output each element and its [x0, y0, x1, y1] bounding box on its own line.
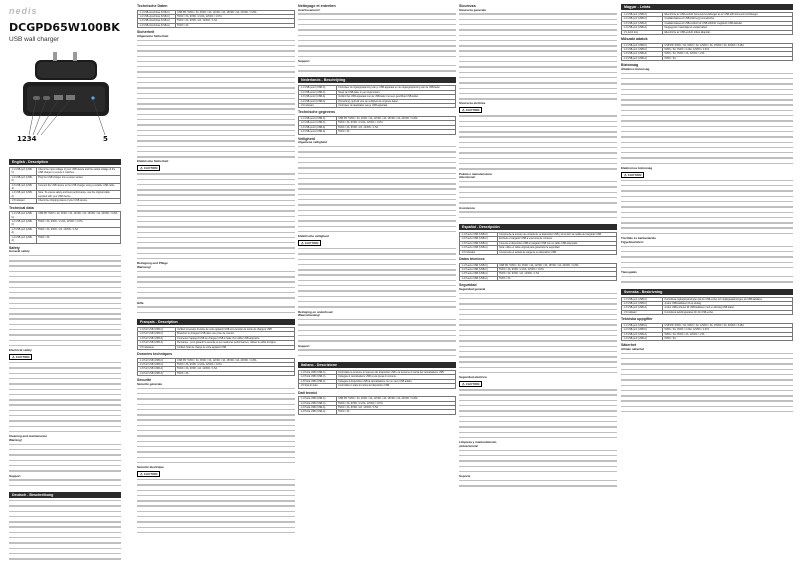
table-cell: 1.2 Porta USB (USB-C)	[299, 375, 337, 379]
table-row	[10, 175, 121, 183]
table-cell: USB PD: 5VDC / 3A, 9VDC / 3A, 12VDC / 3A, 15VDC / 3A, 20VDC / 3.25A	[497, 263, 616, 267]
table-cell: 5VDC / 3A, 9VDC / 2.22A, 12VDC / 1.67A	[497, 268, 616, 272]
table-cell: 1.2 Puerto USB (USB-C)	[460, 268, 498, 272]
heading-algemene-veiligheid: Algemene veiligheid	[298, 140, 328, 145]
body-text-electrical	[9, 362, 121, 435]
table-cell: Collegare il caricabatterie USB a una presa di corrente.	[336, 375, 455, 379]
table-row	[138, 345, 295, 349]
body-text-safety	[9, 255, 121, 349]
table-cell: 1.5 Indicator	[299, 104, 337, 108]
french-tech-table	[137, 358, 295, 377]
table-cell: 5VDC / 3A, 9VDC / 2.22A, 12VDC / 1.67A	[336, 401, 455, 405]
warning-label: Warning!	[9, 437, 22, 442]
german-tech-table	[137, 10, 295, 29]
table-cell: 1.1 USB port (USB-C)	[10, 212, 37, 220]
table-row	[299, 130, 456, 134]
body-text-reiniging	[298, 319, 456, 344]
table-row	[299, 104, 456, 108]
section-title-german: Deutsch - Beschreibung	[9, 492, 121, 498]
warning-triangle-icon: ⚠	[462, 108, 465, 113]
hungarian-parts-table	[621, 12, 793, 35]
table-cell: USB PD: 5VDC / 3A, 9VDC / 3A, 12VDC / 3A, 15VDC / 3A, 20VDC / 3.25A	[175, 10, 294, 14]
caution-text: CAUTION	[143, 471, 158, 476]
caution-label	[137, 471, 160, 477]
heading-electrical-safety: Electrical safety	[9, 348, 32, 353]
warning-triangle-icon: ⚠	[301, 240, 304, 245]
heading-support-fr: Support	[298, 59, 310, 64]
caution-label	[459, 381, 482, 387]
table-cell: 1.2 USB-poort (USB-C)	[299, 90, 337, 94]
table-cell: Check the charging status of your USB device.	[36, 199, 120, 203]
table-cell: 1.4 USB port (USB-A)	[10, 191, 37, 199]
figure-callout-1234: 1234	[17, 135, 37, 143]
english-tech-table	[9, 211, 121, 243]
body-text-sakerhet	[621, 353, 793, 416]
table-cell: 1.4 USB port (USB-A)	[10, 235, 37, 243]
heading-tekniska-uppgifter: Tekniska uppgifter	[621, 317, 653, 322]
spanish-tech-table	[459, 263, 617, 282]
table-row	[10, 220, 121, 228]
table-row	[299, 370, 456, 374]
table-cell: Ellenőrizze az USB-eszköz bemeneti feszültségét és az USB-töltő kimeneti feszültségét.	[663, 13, 793, 17]
table-cell: 1.4 USB-port (USB-A)	[622, 56, 663, 60]
table-row	[10, 191, 121, 199]
table-row	[138, 328, 295, 332]
italian-tech-table	[298, 396, 456, 415]
body-text-elektromos	[621, 180, 793, 237]
body-text-nettoyage	[298, 13, 456, 60]
body-text-german-intro	[9, 500, 121, 563]
section-title-spanish: Español - Descripción	[459, 224, 617, 230]
table-cell: 1.4 USB-port (USB-A)	[622, 336, 663, 340]
table-cell: 1.1 Porta USB (USB-C)	[299, 397, 337, 401]
warning-triangle-icon: ⚠	[624, 172, 627, 177]
body-text-support	[9, 479, 121, 489]
table-cell: 1.5 Indicador	[460, 250, 498, 254]
table-cell: 1.3 USB-poort (USB-A)	[299, 125, 337, 129]
body-text-support-fr	[298, 65, 456, 75]
table-cell: 1.2 USB-port (USB-C)	[622, 48, 663, 52]
heading-securite-electrique: Sécurité électrique	[137, 465, 164, 470]
heading-tisztitas: Tisztítás és karbantartás	[621, 236, 656, 241]
table-cell: Plug the USB charger into a power socket.	[36, 175, 120, 183]
body-text-soporte	[459, 480, 617, 490]
table-cell: 1.3 USB-port (USB-A)	[622, 332, 663, 336]
table-cell: 1.2 USB-port (USB-C)	[622, 301, 663, 305]
table-cell: 5VDC / 3A	[663, 336, 793, 340]
heading-datos-tecnicos: Datos técnicos	[459, 257, 485, 261]
table-cell: Controleer de ingangsspanning van je USB-apparaat en de uitgangsspanning van de USB-lader.	[336, 86, 455, 90]
warning-triangle-icon: ⚠	[462, 382, 465, 387]
table-cell: 5VDC / 3A, 9VDC / 2.22A, 12VDC / 1.67A	[663, 48, 793, 52]
table-cell: 1.4 Port USB (USB-A)	[138, 371, 176, 375]
swedish-tech-table	[621, 323, 793, 342]
table-row	[10, 212, 121, 220]
heading-biztonsag: Biztonság	[621, 63, 639, 68]
heading-cleaning: Cleaning and maintenance	[9, 434, 48, 439]
body-text-cleaning	[9, 444, 121, 475]
table-cell: 5VDC / 3A	[336, 130, 455, 134]
table-cell: Connectez l'appareil USB au chargeur USB à l'aide d'un câble USB approprié.	[175, 336, 294, 340]
table-cell: Nota: utilice el cable original para garantizar la seguridad.	[497, 246, 616, 250]
body-text-assistenza	[459, 211, 617, 221]
heading-assistenza: Assistenza	[459, 205, 475, 210]
heading-elektrische-veiligheid: Elektrische veiligheid	[298, 234, 329, 239]
table-cell: 1.1 USB-port (USB-C)	[622, 323, 663, 327]
body-text-reinigung	[137, 271, 295, 302]
body-text-elektrisch-nl	[298, 248, 456, 311]
table-cell: 1.4 Porta USB (USB-A)	[299, 410, 337, 414]
body-text-tamogatas	[621, 276, 793, 286]
table-cell: 5VDC / 3A, 9VDC / 2A, 12VDC / 1.5A	[497, 272, 616, 276]
table-row	[10, 235, 121, 243]
heading-seguridad-electrica: Seguridad eléctrica	[459, 375, 487, 380]
table-cell: 1.1 USB-port (USB-C)	[622, 43, 663, 47]
table-cell: 1.4 Puerto USB (USB-A)	[460, 246, 498, 250]
column-dutch-italian	[298, 0, 456, 567]
product-subtitle: USB wall charger	[9, 36, 60, 43]
column-hungarian-swedish	[621, 0, 793, 567]
table-cell: 1.2 USB-port (USB-C)	[622, 328, 663, 332]
section-title-swedish: Svenska - Beskrivning	[621, 289, 793, 295]
table-cell: Controllare la tensione di ingresso del dispositivo USB e la tensione di uscita del caricabatterie USB.	[336, 370, 455, 374]
warning-triangle-icon: ⚠	[12, 355, 15, 360]
heading-nettoyage: Nettoyage et entretien	[298, 4, 336, 8]
table-cell: Ellenőrizze az USB-eszköz töltési állapotát.	[663, 30, 793, 34]
heading-pulizia: Pulizia e manutenzione	[459, 171, 493, 176]
table-cell: Megjegyzés: használja az eredeti kábelt.	[663, 26, 793, 30]
english-parts-table	[9, 167, 121, 204]
table-cell: 1.3 USB-poort (USB-A)	[299, 95, 337, 99]
body-text-sicurezza	[459, 13, 617, 102]
table-cell: Vérifiez la tension d'entrée de votre appareil USB et la tension de sortie du chargeur USB.	[175, 328, 294, 332]
table-cell: 5VDC / 3A	[36, 235, 120, 243]
table-cell: Steek de USB-lader in een stopcontact.	[336, 90, 455, 94]
french-parts-table	[137, 327, 295, 350]
heading-limpieza: Limpieza y mantenimiento	[459, 440, 497, 445]
heading-seguridad: Seguridad	[459, 283, 477, 288]
column-german-french	[137, 0, 295, 567]
table-cell: 5VDC / 3A, 9VDC / 2.22A, 12VDC / 1.67A	[663, 328, 793, 332]
table-cell: 1.1 USB-poort (USB-C)	[299, 117, 337, 121]
body-text-biztonsag	[621, 73, 793, 167]
body-text-securite	[137, 388, 295, 466]
dutch-parts-table	[298, 85, 456, 108]
body-text-hilfe	[137, 306, 295, 316]
table-cell: 1.4 USB-Anschluss (USB-A)	[138, 23, 176, 27]
table-cell: 1.2 Porta USB (USB-C)	[299, 401, 337, 405]
warning-label: Avertissement !	[298, 7, 321, 12]
table-cell: 1.4 USB-poort (USB-A)	[299, 99, 337, 103]
table-cell: Kontrollera laddningsstatus för din USB-enhet.	[663, 310, 793, 314]
table-cell: 5VDC / 3A	[663, 56, 793, 60]
table-cell: 5VDC / 3A, 9VDC / 2A, 12VDC / 1.5A	[175, 19, 294, 23]
heading-elektrische-sicherheit: Elektrische Sicherheit	[137, 159, 169, 164]
table-cell: 1.4 USB-poort (USB-A)	[299, 130, 337, 134]
hungarian-tech-table	[621, 43, 793, 62]
table-cell: 1.2 USB port (USB-C)	[10, 220, 37, 228]
table-cell: 5VDC / 3A, 9VDC / 2A, 12VDC / 1.5A	[175, 367, 294, 371]
table-row	[299, 86, 456, 90]
model-number: DCGPD65W100BK	[9, 21, 120, 34]
body-text-veiligheid	[298, 146, 456, 235]
table-cell: 1.1 USB port (USB-C)	[10, 168, 37, 176]
table-cell: USB PD: 5VDC / 3A, 9VDC / 3A, 12VDC / 3A, 15VDC / 3A, 20VDC / 3.25A	[175, 358, 294, 362]
table-cell: Controllare lo stato di carica del dispositivo USB.	[336, 384, 455, 388]
table-cell: 1.3 USB-port (USB-A)	[622, 21, 663, 25]
table-cell: 5VDC / 3A, 9VDC / 2.22A, 12VDC / 1.67A	[175, 15, 294, 19]
table-cell: Controleer de laadstatus van je USB-apparaat.	[336, 104, 455, 108]
heading-donnees-techniques: Données techniques	[137, 352, 173, 357]
heading-allgemeine-sicherheit: Allgemeine Sicherheit	[137, 33, 169, 38]
caution-label	[459, 107, 482, 113]
table-cell: USB PD: 5VDC / 3A, 9VDC / 3A, 12VDC / 3A, 15VDC / 3A, 20VDC / 3.25A	[336, 397, 455, 401]
table-cell: 1.5 Jelző fény	[622, 30, 663, 34]
table-cell: Opmerking: gebruik voor de veiligheid de originele kabel.	[336, 99, 455, 103]
table-cell: Anslut USB-laddaren till ett eluttag.	[663, 301, 793, 305]
table-cell: 1.3 Port USB (USB-A)	[138, 367, 176, 371]
table-cell: Connect the USB device to the USB charger using a suitable USB cable.	[36, 183, 120, 191]
table-cell: 5VDC / 3A	[497, 276, 616, 280]
table-row	[460, 250, 617, 254]
table-cell: 1.2 Port USB (USB-C)	[138, 332, 176, 336]
heading-allman-sakerhet: Allmän säkerhet	[621, 346, 645, 351]
table-cell: Branchez le chargeur USB dans une prise de courant.	[175, 332, 294, 336]
table-row	[299, 410, 456, 414]
table-cell: 1.4 Port USB (USB-A)	[138, 341, 176, 345]
table-cell: 1.1 Port USB (USB-C)	[138, 328, 176, 332]
table-cell: Conecte el dispositivo USB al cargador USB con un cable USB adecuado.	[497, 241, 616, 245]
caution-text: CAUTION	[465, 382, 480, 387]
table-cell: 1.1 Port USB (USB-C)	[138, 358, 176, 362]
table-cell: 5VDC / 3A, 9VDC / 2.22A, 12VDC / 1.67A	[175, 363, 294, 367]
table-cell: USB PD: 5VDC / 3A, 9VDC / 3A, 12VDC / 3A, 15VDC / 3A, 20VDC / 3.25A	[36, 212, 120, 220]
body-text-seguridad-electrica	[459, 389, 617, 441]
warning-label: Figyelmeztetés!	[621, 239, 644, 244]
section-title-hungarian: Magyar - Leírás	[621, 4, 793, 10]
table-cell: 1.3 USB-Anschluss (USB-A)	[138, 19, 176, 23]
caution-label	[9, 354, 32, 360]
section-title-french: Français - Description	[137, 319, 295, 325]
table-cell: 1.3 Porta USB (USB-A)	[299, 379, 337, 383]
table-row	[10, 183, 121, 191]
table-cell: Csatlakoztassa az USB-töltőt egy konnektorba.	[663, 17, 793, 21]
table-cell: 1.1 Puerto USB (USB-C)	[460, 232, 498, 236]
table-row	[10, 227, 121, 235]
caution-label	[621, 172, 644, 178]
table-cell: 1.3 USB port (USB-A)	[10, 227, 37, 235]
body-text-support-nl	[298, 349, 456, 359]
table-cell: 1.1 USB-port (USB-C)	[622, 297, 663, 301]
body-text-elettrica	[459, 115, 617, 172]
table-cell: Compruebe la tensión de entrada de su dispositivo USB y la tensión de salida del cargador USB.	[497, 232, 616, 236]
heading-technical-data: Technical data	[9, 205, 34, 210]
table-cell: 1.3 Puerto USB (USB-A)	[460, 241, 498, 245]
caution-text: CAUTION	[143, 166, 158, 171]
table-cell: 1.5 Indikator	[622, 310, 663, 314]
table-cell: 5VDC / 3A	[175, 23, 294, 27]
body-text-limpieza	[459, 450, 617, 475]
table-row	[138, 341, 295, 345]
heading-sicherheit: Sicherheit	[137, 30, 155, 35]
table-cell: 1.3 USB-port (USB-A)	[622, 52, 663, 56]
table-cell: 1.2 USB-poort (USB-C)	[299, 121, 337, 125]
caution-label	[137, 165, 160, 171]
table-cell: 5VDC / 3A, 9VDC / 2A, 12VDC / 1.5A	[336, 406, 455, 410]
heading-reiniging: Reiniging en onderhoud	[298, 309, 333, 314]
table-cell: 1.4 USB-port (USB-A)	[622, 26, 663, 30]
section-title-english: English - Description	[9, 159, 121, 165]
table-cell: 5VDC / 3A, 9VDC / 2A, 12VDC / 1.5A	[663, 52, 793, 56]
table-cell: Vérifiez l'état de charge de votre appareil USB.	[175, 345, 294, 349]
table-cell: 5VDC / 3A, 9VDC / 2.22A, 12VDC / 1.67A	[36, 220, 120, 228]
table-cell: 5VDC / 3A, 9VDC / 2A, 12VDC / 1.5A	[36, 227, 120, 235]
caution-text: CAUTION	[304, 240, 319, 245]
table-cell: Collegare il dispositivo USB al caricabatterie con un cavo USB adatto.	[336, 379, 455, 383]
warning-label: ¡Advertencia!	[459, 443, 479, 448]
table-row	[460, 232, 617, 236]
swedish-parts-table	[621, 297, 793, 316]
table-cell: 1.4 Puerto USB (USB-A)	[460, 276, 498, 280]
table-cell: 1.2 USB-Anschluss (USB-C)	[138, 15, 176, 19]
heading-muszaki-adatok: Műszaki adatok	[621, 37, 648, 42]
heading-sicurezza-generale: Sicurezza generale	[459, 7, 487, 12]
column-english	[9, 156, 121, 567]
table-cell: 5VDC / 3A, 9VDC / 2A, 12VDC / 1.5A	[336, 125, 455, 129]
body-text-pulizia	[459, 181, 617, 206]
caution-label	[298, 240, 321, 246]
heading-dati-tecnici: Dati tecnici	[298, 390, 318, 395]
heading-technische-daten: Technische Daten	[137, 4, 168, 8]
table-cell: 1.1 Puerto USB (USB-C)	[460, 263, 498, 267]
table-cell: Verbind het USB-apparaat met de USB-lader met een geschikte USB-kabel.	[336, 95, 455, 99]
heading-safety: Safety	[9, 245, 20, 250]
table-cell: 1.2 Port USB (USB-C)	[138, 363, 176, 367]
table-cell: USB PD: 5VDC / 3A, 9VDC / 3A, 12VDC / 3A, 15VDC / 3A, 20VDC / 3.25A	[336, 117, 455, 121]
table-row	[138, 23, 295, 27]
table-cell: Csatlakoztassa az USB-eszközt az USB-töltőhöz megfelelő USB-kábellel.	[663, 21, 793, 25]
heading-seguridad-general: Seguridad general	[459, 286, 486, 291]
heading-altalanos-biztonsag: Általános biztonság	[621, 66, 650, 71]
table-row	[299, 384, 456, 388]
figure-callout-5: 5	[103, 135, 108, 143]
table-cell: 1.5 Indicateur	[138, 345, 176, 349]
caution-text: CAUTION	[627, 172, 642, 177]
table-row	[10, 168, 121, 176]
section-title-dutch: Nederlands - Beschrijving	[298, 77, 456, 83]
table-cell: Compruebe el estado de carga de su dispositivo USB.	[497, 250, 616, 254]
heading-tamogatas: Támogatás	[621, 270, 637, 275]
table-row	[138, 371, 295, 375]
heading-reinigung: Reinigung und Pflege	[137, 261, 168, 266]
heading-hilfe: Hilfe	[137, 300, 144, 305]
table-cell: 5VDC / 3A	[175, 371, 294, 375]
heading-technische-gegevens: Technische gegevens	[298, 110, 336, 115]
section-title-italian: Italiano - Descrizione	[298, 362, 456, 368]
warning-triangle-icon: ⚠	[140, 166, 143, 171]
body-text-seguridad	[459, 293, 617, 377]
table-cell: 1.3 USB port (USB-A)	[10, 183, 37, 191]
heading-veiligheid: Veiligheid	[298, 136, 315, 141]
table-cell: 5VDC / 3A	[336, 410, 455, 414]
table-cell: 1.5 Spia di stato	[299, 384, 337, 388]
table-cell: Check the input voltage of your USB device and the output voltage of the USB charger to ensure it matches.	[36, 168, 120, 176]
table-cell: USB PD: 5VDC / 3A, 9VDC / 3A, 12VDC / 3A, 15VDC / 3A, 20VDC / 3.25A	[663, 323, 793, 327]
body-text-securite-electrique	[137, 479, 295, 536]
warning-triangle-icon: ⚠	[140, 471, 143, 476]
dutch-tech-table	[298, 116, 456, 135]
table-cell: Enchufe el cargador USB a una toma de corriente.	[497, 237, 616, 241]
heading-sicurezza: Sicurezza	[459, 4, 476, 8]
table-cell: 1.2 Puerto USB (USB-C)	[460, 237, 498, 241]
table-row	[622, 56, 793, 60]
table-row	[622, 336, 793, 340]
table-cell: USB PD: 5VDC / 3A, 9VDC / 3A, 12VDC / 3A, 15VDC / 3A, 20VDC / 3.25A	[663, 43, 793, 47]
warning-label: Warnung!	[137, 265, 151, 270]
table-cell: 5VDC / 3A, 9VDC / 2A, 12VDC / 1.5A	[663, 332, 793, 336]
heading-sakerhet: Säkerhet	[621, 343, 637, 348]
table-cell: 1.2 USB-port (USB-C)	[622, 17, 663, 21]
heading-elektromos-biztonsag: Elektromos biztonság	[621, 165, 653, 170]
table-cell: 1.1 USB-poort (USB-C)	[299, 86, 337, 90]
italian-parts-table	[298, 370, 456, 389]
heading-general-safety: General safety	[9, 249, 30, 254]
table-cell: 1.5 Indicator	[10, 199, 37, 203]
column-italian-spanish	[459, 0, 617, 567]
table-cell: 1.1 USB-Anschluss (USB-C)	[138, 10, 176, 14]
heading-sicurezza-elettrica: Sicurezza elettrica	[459, 101, 486, 106]
heading-securite: Sécurité	[137, 378, 152, 383]
heading-securite-generale: Sécurité générale	[137, 381, 163, 386]
body-text-elektrisch	[137, 173, 295, 262]
table-row	[622, 310, 793, 314]
table-cell: 5VDC / 3A, 9VDC / 2.22A, 12VDC / 1.67A	[336, 121, 455, 125]
heading-support-nl: Support	[298, 343, 310, 348]
table-row	[10, 199, 121, 203]
heading-soporte: Soporte	[459, 474, 471, 479]
table-cell: 1.3 Porta USB (USB-A)	[299, 406, 337, 410]
table-row	[622, 30, 793, 34]
table-cell: 1.3 Port USB (USB-A)	[138, 336, 176, 340]
body-text-sicherheit	[137, 40, 295, 161]
table-cell: Remarque : pour garantir la sécurité et les meilleures performances, utilisez le câble d'origine.	[175, 341, 294, 345]
table-cell: 1.1 USB-port (USB-C)	[622, 13, 663, 17]
table-row	[460, 276, 617, 280]
warning-label: Waarschuwing!	[298, 313, 321, 318]
table-cell: Anslut USB-enheten till USB-laddaren med en lämplig USB-kabel.	[663, 306, 793, 310]
table-cell: 1.1 Porta USB (USB-C)	[299, 370, 337, 374]
caution-text: CAUTION	[15, 355, 30, 360]
warning-label: Attenzione!	[459, 175, 476, 180]
body-text-tisztitas	[621, 246, 793, 271]
product-figure	[9, 52, 121, 147]
brand-logo: nedis	[9, 6, 38, 16]
table-cell: 1.2 USB port (USB-C)	[10, 175, 37, 183]
table-cell: Note: To ensure safety and best performance, use the original cable supplied with your USB device.	[36, 191, 120, 199]
spanish-parts-table	[459, 232, 617, 255]
table-cell: 1.3 Puerto USB (USB-A)	[460, 272, 498, 276]
charger-illustration	[9, 52, 121, 147]
table-cell: Kontrollera ingångsspänningen på din USB-enhet och utgångsspänningen på USB-laddaren.	[663, 297, 793, 301]
heading-support: Support	[9, 473, 21, 478]
table-cell: 1.3 USB-port (USB-A)	[622, 306, 663, 310]
caution-text: CAUTION	[465, 108, 480, 113]
